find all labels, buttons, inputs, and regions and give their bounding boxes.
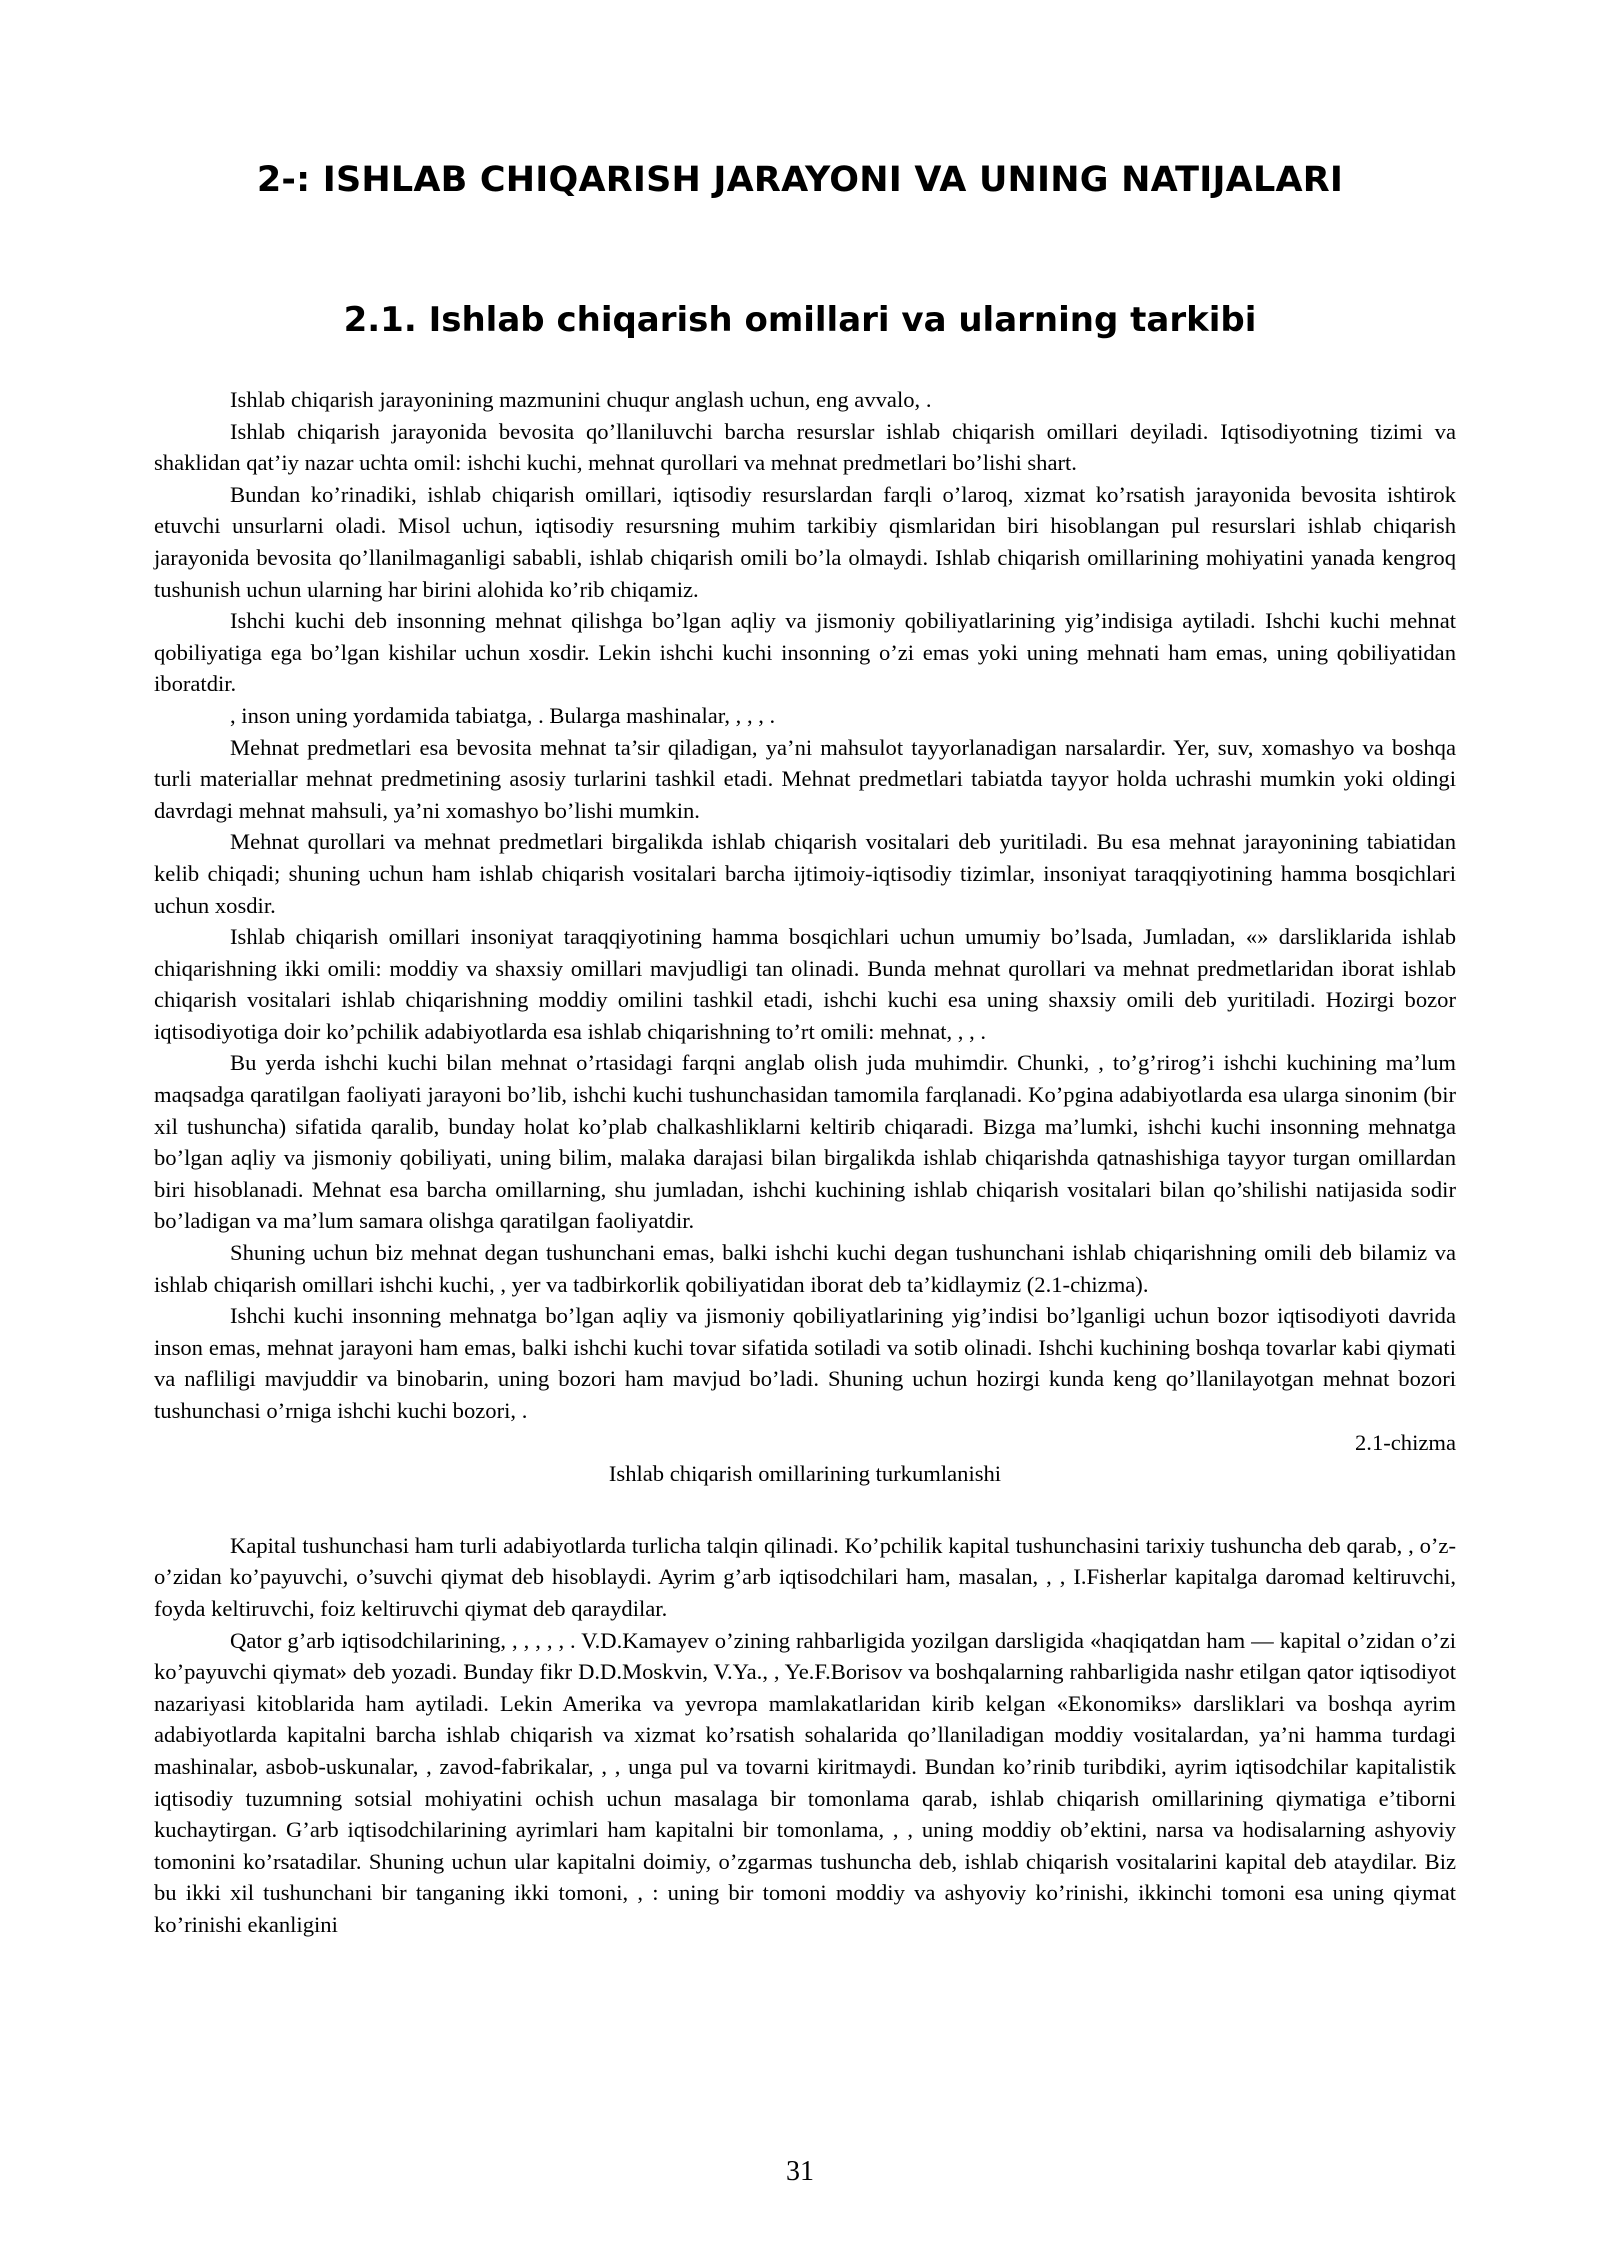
paragraph: Shuning uchun biz mehnat degan tushunchani emas, balki ishchi kuchi degan tushunchani ishlab chiqarishning omili deb bilamiz va ishlab chiqarish omillari ishchi kuchi, , yer va tadbirkorlik qobiliyatidan iborat deb ta’kidlaymiz (2.1-chizma). — [154, 1240, 1456, 1297]
paragraph: Ishlab chiqarish jarayonining mazmunini chuqur anglash uchun, eng avvalo, . — [230, 387, 932, 412]
paragraph: Bundan ko’rinadiki, ishlab chiqarish omillari, iqtisodiy resurslardan farqli o’laroq, xizmat ko’rsatish jarayonida bevosita ishtirok etuvchi unsurlarni oladi. Misol uchun, iqtisodiy resursning muhim tarkibiy qismlaridan biri hisoblangan pul resurslari ishlab chiqarish jarayonida bevosita qo’llanilmaganligi sababli, ishlab chiqarish omili bo’la olmaydi. Ishlab chiqarish omillarining mohiyatini yanada kengroq tushunish uchun ularning har birini alohida ko’rib chiqamiz. — [154, 481, 1456, 602]
paragraph: , inson uning yordamida tabiatga, . Bularga mashinalar, , , , . — [230, 702, 776, 728]
paragraph: Ishchi kuchi deb insonning mehnat qilishga bo’lgan aqliy va jismoniy qobiliyatlarining yig’indisiga aytiladi. Ishchi kuchi mehnat qobiliyatiga ega bo’lgan kishilar uchun xosdir. Lekin ishchi kuchi insonning o’zi emas yoki uning mehnati ham emas, uning qobiliyatidan iboratdir. — [154, 608, 1456, 697]
page-number: 31 — [786, 2156, 814, 2187]
paragraph: Qator g’arb iqtisodchilarining, , , , , , . V.D.Kamayev o’zining rahbarligida yozilgan darsligida «haqiqatdan ham — kapital o’zidan o’zi ko’payuvchi qiymat» deb yozadi. Bunday fikr D.D.Moskvin, V.Ya., , Ye.F.Borisov va boshqalarning rahbarligida nashr etilgan qator iqtisodiyot nazariyasi kitoblarida ham aytiladi. Lekin Amerika va yevropa mamlakatlaridan kirib kelgan «Ekonomiks» darsliklari va boshqa ayrim adabiyotlarda kapitalni barcha ishlab chiqarish va xizmat ko’rsatish sohalarida qo’llaniladigan moddiy vositalardan, ya’ni hamma turdagi mashinalar, asbob-uskunalar, , zavod-fabrikalar, , , unga pul va tovarni kiritmaydi. Bundan ko’rinib turibdiki, ayrim iqtisodchilar kapitalistik iqtisodiy tuzumning sotsial mohiyatini ochish uchun masalaga bir tomonlama qarab, ishlab chiqarish omillarining qiymatiga e’tiborni kuchaytirgan. G’arb iqtisodchilarining ayrimlari ham kapitalni bir tomonlama, , , uning moddiy ob’ektini, narsa va hodisalarning ashyoviy tomonini ko’rsatadilar. Shuning uchun ular kapitalni doimiy, o’zgarmas tushuncha deb, ishlab chiqarish vositalarini kapital deb ataydilar. Biz bu ikki xil tushunchani bir tanganing ikki tomoni, , : uning bir tomoni moddiy va ashyoviy ko’rinishi, ikkinchi tomoni esa uning qiymat ko’rinishi ekanligini — [154, 1627, 1456, 1937]
paragraph: Mehnat predmetlari esa bevosita mehnat ta’sir qiladigan, ya’ni mahsulot tayyorlanadigan narsalardir. Yer, suv, xomashyo va boshqa turli materiallar mehnat predmetining asosiy turlarini tashkil etadi. Mehnat predmetlari tabiatda tayyor holda uchrashi mumkin yoki oldingi davrdagi mehnat mahsuli, ya’ni xomashyo bo’lishi mumkin. — [154, 734, 1456, 823]
figure-number: 2.1-chizma — [1355, 1429, 1456, 1455]
chapter-title: 2-: ISHLAB CHIQARISH JARAYONI VA UNING NATIJALARI — [256, 160, 1344, 200]
paragraph: Ishlab chiqarish omillari insoniyat taraqqiyotining hamma bosqichlari uchun umumiy bo’lsada, Jumladan, «» darsliklarida ishlab chiqarishning ikki omili: moddiy va shaxsiy omillari mavjudligi tan olinadi. Bunda mehnat qurollari va mehnat predmetlaridan iborat ishlab chiqarish vositalari ishlab chiqarishning moddiy omilini tashkil etadi, ishchi kuchi esa uning shaxsiy omili deb yuritiladi. Hozirgi bozor iqtisodiyotiga doir ko’pchilik adabiyotlarda esa ishlab chiqarishning to’rt omili: mehnat, , , . — [154, 924, 1456, 1044]
paragraph: Bu yerda ishchi kuchi bilan mehnat o’rtasidagi farqni anglab olish juda muhimdir. Chunki, , to’g’rirog’i ishchi kuchining ma’lum maqsadga qaratilgan faoliyati jarayoni bo’lib, ishchi kuchi tushunchasidan tamomila farqlanadi. Ko’pgina adabiyotlarda esa ularga sinonim (bir xil tushuncha) sifatida qaralib, bunday holat ko’plab chalkashliklarni keltirib chiqaradi. Bizga ma’lumki, ishchi kuchi insonning mehnatga bo’lgan aqliy va jismoniy qobiliyati, uning bilim, malaka darajasi bilan birgalikda ishlab chiqarishda qatnashishiga tayyor turgan omillardan biri hisoblanadi. Mehnat esa barcha omillarning, shu jumladan, ishchi kuchining ishlab chiqarish vositalari bilan qo’shilishi natijasida sodir bo’ladigan va ma’lum samara olishga qaratilgan faoliyatdir. — [154, 1050, 1456, 1234]
figure-placeholder — [154, 1490, 1456, 1530]
figure-caption: Ishlab chiqarish omillarining turkumlanishi — [608, 1461, 1002, 1487]
paragraph: Mehnat qurollari va mehnat predmetlari birgalikda ishlab chiqarish vositalari deb yuritiladi. Bu esa mehnat jarayonining tabiatidan kelib chiqadi; shuning uchun ham ishlab chiqarish vositalari barcha ijtimoiy-iqtisodiy tizimlar, insoniyat taraqqiyotining hamma bosqichlari uchun xosdir. — [154, 829, 1456, 918]
section-title: 2.1. Ishlab chiqarish omillari va ularning tarkibi — [343, 300, 1257, 340]
paragraph: Ishlab chiqarish jarayonida bevosita qo’llaniluvchi barcha resurslar ishlab chiqarish omillari deyiladi. Iqtisodiyotning tizimi va shaklidan qat’iy nazar uchta omil: ishchi kuchi, mehnat qurollari va mehnat predmetlari bo’lishi shart. — [154, 418, 1456, 476]
paragraph: Kapital tushunchasi ham turli adabiyotlarda turlicha talqin qilinadi. Ko’pchilik kapital tushunchasini tarixiy tushuncha deb qarab, , o’z-o’zidan ko’payuvchi, o’suvchi qiymat deb hisoblaydi. Ayrim g’arb iqtisodchilari ham, masalan, , , I.Fisherlar kapitalga daromad keltiruvchi, foyda keltiruvchi, foiz keltiruvchi qiymat deb qaraydilar. — [154, 1532, 1456, 1621]
body-text — [154, 384, 1456, 1941]
paragraph: Ishchi kuchi insonning mehnatga bo’lgan aqliy va jismoniy qobiliyatlarining yig’indisi bo’lganligi uchun bozor iqtisodiyoti davrida inson emas, mehnat jarayoni ham emas, balki ishchi kuchi tovar sifatida sotiladi va sotib olinadi. Ishchi kuchining boshqa tovarlar kabi qiymati va nafliligi mavjuddir va binobarin, uning bozori ham mavjud bo’ladi. Shuning uchun hozirgi kunda keng qo’llanilayotgan mehnat bozori tushunchasi o’rniga ishchi kuchi bozori, . — [154, 1303, 1456, 1423]
